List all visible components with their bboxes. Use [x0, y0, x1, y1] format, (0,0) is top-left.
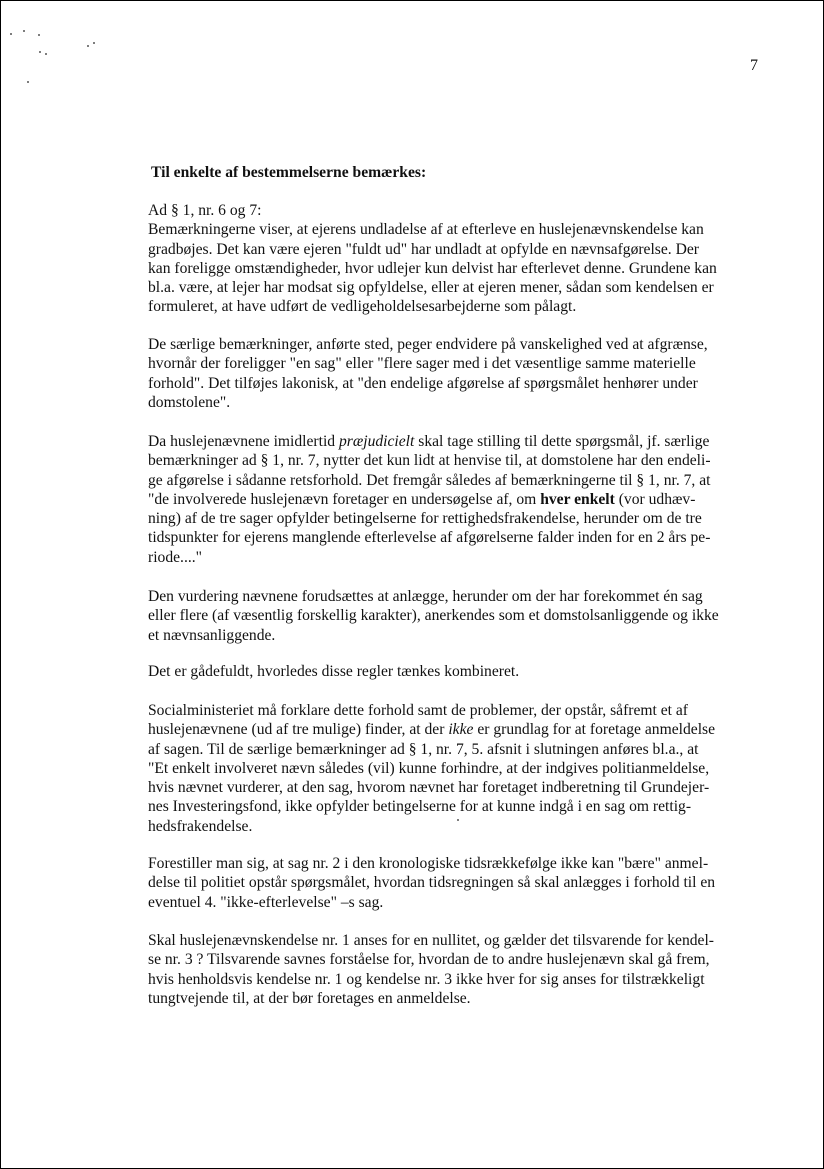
text-line: riode...." [148, 548, 202, 566]
text-segment: skal tage stilling til dette spørgsmål, jf. særlige [414, 433, 710, 450]
emphasis-text: præjudicielt [338, 433, 415, 450]
text-line: Forestiller man sig, at sag nr. 2 i den kronologiske tidsrækkefølge ikke kan "bære" anmel- [148, 855, 709, 872]
text-line: ning) af de tre sager opfylder betingelserne for rettighedsfrakendelse, herunder om de tre [148, 510, 702, 528]
text-line: et nævnsanliggende. [148, 626, 276, 644]
text-segment: er grundlag for at foretage anmeldelse [473, 721, 716, 739]
text-line [148, 720, 760, 739]
text-line: bemærkninger ad § 1, nr. 7, nytter det kun lidt at henvise til, at domstolene har den endeli- [148, 452, 711, 470]
text-line: delse til politiet opstår spørgsmålet, hvordan tidsregningen så skal anlægges i forhold til en [148, 874, 716, 892]
text-line: hvornår der foreligger "en sag" eller "flere sager med i det væsentlige samme materielle [148, 355, 696, 373]
text-line: se nr. 3 ? Tilsvarende savnes forståelse for, hvordan de to andre huslejenævn skal gå frem, [148, 951, 710, 969]
text-line: "Et enkelt involveret nævn således (vil) kunne forhindre, at der indgives politianmeldelse, [148, 759, 710, 777]
section-heading: Til enkelte af bestemmelserne bemærkes: [151, 164, 427, 181]
page-number: 7 [750, 57, 758, 74]
text-line: af sagen. Til de særlige bemærkninger ad § 1, nr. 7, 5. afsnit i slutningen anføres bl.a., at [148, 740, 699, 758]
paragraph-7 [148, 854, 760, 912]
text-line: nes Investeringsfond, ikke opfylder betingelserne for at kunne indgå i en sag om rettig- [148, 798, 692, 816]
scan-speck [27, 81, 29, 83]
text-line: eller flere (af væsentlig forskellig karakter), anerkendes som et domstolsanliggende og ikke [148, 607, 719, 625]
text-segment: (vor udhæv- [614, 490, 696, 508]
text-line [148, 490, 760, 509]
text-line: formuleret, at have udført de vedligeholdelsesarbejderne som pålagt. [148, 298, 577, 316]
scan-speck [10, 33, 12, 35]
text-line: gradbøjes. Det kan være ejeren "fuldt ud" har undladt at opfylde en nævnsafgørelse. Der [148, 240, 699, 258]
text-line: kan foreligge omstændigheder, hvor udlejer kun delvist har efterlevet denne. Grundene kan [148, 259, 717, 277]
text-line: Den vurdering nævnene forudsættes at anlægge, herunder om der har forekommet én sag [148, 588, 703, 605]
scan-speck [39, 51, 41, 53]
text-line: tungtvejende til, at der bør foretages en anmeldelse. [148, 989, 471, 1007]
scan-speck [93, 42, 95, 44]
text-line: Ad § 1, nr. 6 og 7: [148, 202, 262, 219]
scan-speck [45, 53, 47, 55]
text-segment: "de involverede huslejenævn foretager en undersøgelse af, om [148, 490, 541, 508]
scan-speck [87, 45, 89, 47]
text-line: domstolene". [148, 393, 231, 411]
text-line: De særlige bemærkninger, anførte sted, peger endvidere på vanskelighed ved at afgrænse, [148, 336, 708, 353]
bold-text: hver enkelt [540, 490, 615, 508]
text-line: Bemærkningerne viser, at ejerens undladelse af at efterleve en huslejenævnskendelse kan [148, 221, 704, 239]
text-line: ge afgørelse i sådanne retsforhold. Det fremgår således af bemærkningerne til § 1, nr. 7, at [148, 471, 711, 489]
text-line: bl.a. være, at lejer har modsat sig opfyldelse, eller at ejeren mener, sådan som kendelsen er [148, 279, 714, 297]
text-line: hvis nævnet vurderer, at den sag, hvorom nævnet har foretaget indberetning til Grundejer- [148, 779, 710, 797]
paragraph-1 [148, 201, 760, 317]
text-segment: huslejenævnene (ud af tre mulige) finder, at der [148, 721, 449, 739]
scan-speck [23, 30, 25, 32]
paragraph-5 [148, 662, 760, 681]
text-line: Skal huslejenævnskendelse nr. 1 anses for en nullitet, og gælder det tilsvarende for kendel- [148, 932, 715, 949]
paragraph-4 [148, 587, 760, 645]
paragraph-6 [148, 701, 760, 836]
text-line: eventuel 4. "ikke-efterlevelse" –s sag. [148, 893, 384, 911]
text-line: Socialministeriet må forklare dette forhold samt de problemer, der opstår, såfremt et af [148, 702, 689, 719]
paragraph-3 [148, 432, 760, 567]
text-line: forhold". Det tilføjes lakonisk, at "den endelige afgørelse af spørgsmålet henhører under [148, 374, 698, 392]
scan-speck [38, 34, 40, 36]
emphasis-text: ikke [448, 721, 474, 739]
text-line: tidspunkter for ejerens manglende efterlevelse af afgørelserne falder inden for en 2 års pe- [148, 529, 711, 547]
paragraph-8 [148, 931, 760, 1008]
text-line [148, 432, 760, 451]
text-segment: Da huslejenævnene imidlertid [148, 433, 339, 450]
paragraph-2 [148, 335, 760, 412]
text-line: Det er gådefuldt, hvorledes disse regler tænkes kombineret. [148, 663, 520, 680]
text-line: hedsfrakendelse. [148, 817, 253, 835]
text-line: hvis henholdsvis kendelse nr. 1 og kendelse nr. 3 ikke hver for sig anses for tilstrækkeligt [148, 970, 705, 988]
